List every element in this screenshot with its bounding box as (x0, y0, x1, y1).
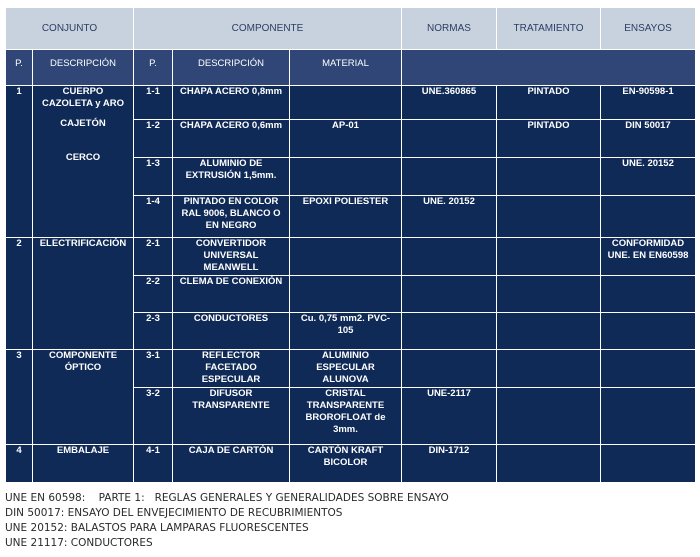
cell-normas (402, 276, 497, 313)
cell-material: AP-01 (290, 120, 402, 158)
header-ensayos: ENSAYOS (601, 8, 696, 50)
cell-p: 1-1 (134, 86, 173, 120)
cell-p: 1-4 (134, 196, 173, 238)
cell-material (290, 86, 402, 120)
conjunto-label: CAJETÓN (60, 118, 106, 129)
cell-normas (402, 313, 497, 350)
cell-tratamiento (497, 238, 601, 276)
table-row (6, 445, 696, 483)
cell-ensayos (601, 276, 696, 313)
header-descripcion-conjunto: DESCRIPCIÓN (33, 50, 134, 86)
cell-descripcion: CLEMA DE CONEXIÓN (173, 276, 290, 313)
cell-material (290, 276, 402, 313)
header-tratamiento: TRATAMIENTO (497, 8, 601, 50)
cell-p: 3-2 (134, 388, 173, 445)
cell-normas (402, 120, 497, 158)
cell-normas: DIN-1712 (402, 445, 497, 483)
cell-ensayos (601, 313, 696, 350)
cell-descripcion: DIFUSOR TRANSPARENTE (173, 388, 290, 445)
table-row (6, 86, 696, 120)
cell-normas: UNE. 20152 (402, 196, 497, 238)
group-p: 4 (6, 445, 33, 483)
cell-tratamiento (497, 388, 601, 445)
cell-ensayos (601, 350, 696, 388)
cell-ensayos: CONFORMIDAD UNE. EN EN60598 (601, 238, 696, 276)
header-material: MATERIAL (290, 50, 402, 86)
cell-normas: UNE-2117 (402, 388, 497, 445)
header-p-conjunto: P. (6, 50, 33, 86)
header-componente: COMPONENTE (134, 8, 402, 50)
cell-normas (402, 158, 497, 196)
cell-p: 2-3 (134, 313, 173, 350)
table-row (6, 350, 696, 388)
cell-ensayos: UNE. 20152 (601, 158, 696, 196)
cell-material: EPOXI POLIESTER (290, 196, 402, 238)
cell-p: 1-2 (134, 120, 173, 158)
cell-normas (402, 350, 497, 388)
group-conjunto: EMBALAJE (33, 445, 134, 483)
group-conjunto (33, 86, 134, 238)
cell-descripcion: CONDUCTORES (173, 313, 290, 350)
header-row-sub (6, 50, 696, 86)
cell-normas: UNE.360865 (402, 86, 497, 120)
group-conjunto: COMPONENTE ÓPTICO (33, 350, 134, 445)
cell-tratamiento (497, 445, 601, 483)
group-conjunto: ELECTRIFICACIÓN (33, 238, 134, 350)
footnotes (5, 491, 449, 551)
cell-p: 4-1 (134, 445, 173, 483)
cell-ensayos: EN-90598-1 (601, 86, 696, 120)
cell-tratamiento (497, 350, 601, 388)
header-conjunto: CONJUNTO (6, 8, 134, 50)
cell-ensayos (601, 388, 696, 445)
cell-descripcion: REFLECTOR FACETADO ESPECULAR (173, 350, 290, 388)
group-p: 3 (6, 350, 33, 445)
header-descripcion-componente: DESCRIPCIÓN (173, 50, 290, 86)
cell-tratamiento (497, 276, 601, 313)
header-blank (402, 50, 696, 86)
cell-material: CRISTAL TRANSPARENTE BROROFLOAT de 3mm. (290, 388, 402, 445)
cell-material (290, 238, 402, 276)
conjunto-label: CUERPO CAZOLETA y ARO (42, 86, 124, 109)
cell-descripcion: CHAPA ACERO 0,6mm (173, 120, 290, 158)
cell-material: ALUMINIO ESPECULAR ALUNOVA (290, 350, 402, 388)
cell-normas (402, 238, 497, 276)
cell-descripcion: CAJA DE CARTÓN (173, 445, 290, 483)
cell-descripcion: ALUMINIO DE EXTRUSIÓN 1,5mm. (173, 158, 290, 196)
group-p: 2 (6, 238, 33, 350)
cell-p: 1-3 (134, 158, 173, 196)
cell-tratamiento (497, 158, 601, 196)
cell-tratamiento (497, 196, 601, 238)
cell-descripcion: PINTADO EN COLOR RAL 9006, BLANCO O EN NEGRO (173, 196, 290, 238)
cell-p: 3-1 (134, 350, 173, 388)
cell-ensayos: DIN 50017 (601, 120, 696, 158)
footnote-line: UNE 20152: BALASTOS PARA LAMPARAS FLUORESCENTES (5, 522, 309, 534)
group-p: 1 (6, 86, 33, 238)
cell-material: CARTÓN KRAFT BICOLOR (290, 445, 402, 483)
footnote-line: UNE 21117: CONDUCTORES (5, 537, 153, 549)
header-p-componente: P. (134, 50, 173, 86)
cell-descripcion: CHAPA ACERO 0,8mm (173, 86, 290, 120)
cell-tratamiento: PINTADO (497, 120, 601, 158)
conjunto-label: CERCO (65, 152, 101, 163)
cell-ensayos (601, 445, 696, 483)
header-normas: NORMAS (402, 8, 497, 50)
footnote-line: UNE EN 60598: PARTE 1: REGLAS GENERALES Y GENERALIDADES SOBRE ENSAYO (5, 492, 449, 504)
cell-material: Cu. 0,75 mm2. PVC- 105 (290, 313, 402, 350)
cell-p: 2-1 (134, 238, 173, 276)
table-row (6, 238, 696, 276)
cell-ensayos (601, 196, 696, 238)
components-table (5, 7, 696, 483)
cell-descripcion: CONVERTIDOR UNIVERSAL MEANWELL (173, 238, 290, 276)
cell-tratamiento: PINTADO (497, 86, 601, 120)
cell-material (290, 158, 402, 196)
header-row-main (6, 8, 696, 50)
cell-p: 2-2 (134, 276, 173, 313)
cell-tratamiento (497, 313, 601, 350)
footnote-line: DIN 50017: ENSAYO DEL ENVEJECIMIENTO DE RECUBRIMIENTOS (5, 507, 343, 519)
